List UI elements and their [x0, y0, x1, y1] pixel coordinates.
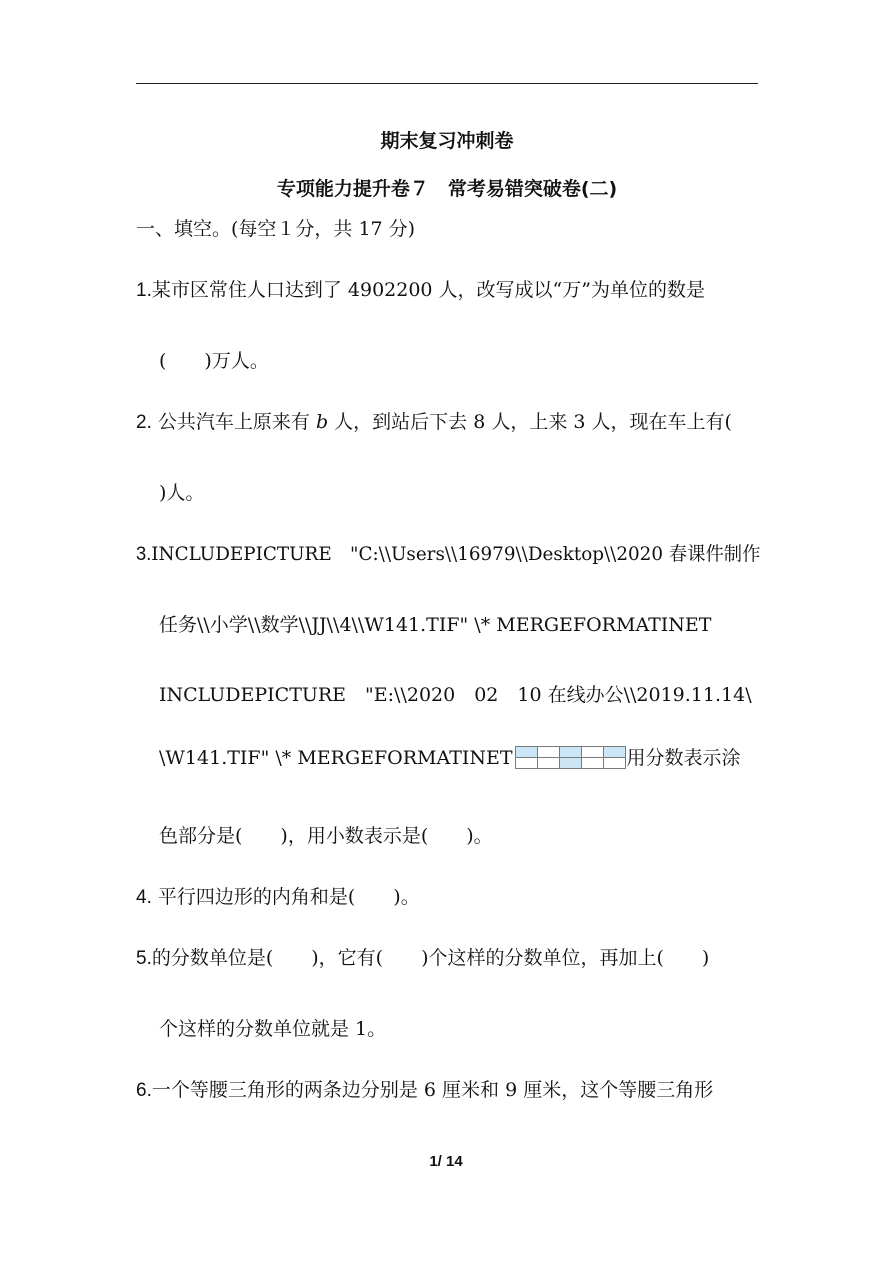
question-3 [136, 545, 760, 564]
question-5-continued: 个这样的分数单位就是 1。 [159, 1018, 387, 1040]
question-1-continued: ( )万人。 [159, 350, 269, 372]
question-3-line-2: 任务\\小学\\数学\\JJ\\4\\W141.TIF" \* MERGEFORMATINET [159, 614, 712, 636]
grid-cell [581, 758, 603, 769]
question-number: 2. [136, 412, 152, 433]
grid-cell [537, 758, 559, 769]
fraction-grid-image [515, 746, 626, 769]
question-3-line-3: INCLUDEPICTURE "E:\\2020 02 10 在线办公\\2019.11.14\ [159, 684, 752, 706]
question-1 [136, 281, 705, 300]
question-text: \W141.TIF" \* MERGEFORMATINET [159, 747, 513, 769]
question-number: 1. [136, 280, 152, 301]
question-4 [136, 888, 420, 907]
question-text: 一个等腰三角形的两条边分别是 6 厘米和 9 厘米，这个等腰三角形 [151, 1079, 714, 1101]
question-number: 5. [136, 948, 152, 969]
question-number: 3. [136, 544, 152, 565]
question-6 [136, 1081, 713, 1100]
question-text: 的分数单位是( )，它有( )个这样的分数单位，再加上( ) [151, 947, 710, 969]
grid-cell [537, 747, 559, 758]
question-text: 用分数表示涂 [626, 747, 741, 769]
question-text: 某市区常住人口达到了 4902200 人，改写成以“万”为单位的数是 [151, 279, 705, 301]
page-title: 期末复习冲刺卷 [380, 130, 514, 152]
question-text: 人，到站后下去 8 人，上来 3 人，现在车上有( [328, 411, 732, 433]
header-rule [136, 83, 758, 84]
question-2-continued: )人。 [159, 482, 205, 504]
grid-cell [515, 758, 537, 769]
question-text: 平行四边形的内角和是( )。 [151, 886, 420, 908]
section-heading: 一、填空。(每空１分，共 17 分) [136, 218, 416, 240]
grid-cell-shaded [603, 747, 625, 758]
question-text: 公共汽车上原来有 [151, 411, 316, 433]
grid-cell [581, 747, 603, 758]
grid-cell-shaded [515, 747, 537, 758]
question-number: 4. [136, 887, 152, 908]
page-subtitle: 专项能力提升卷７ 常考易错突破卷(二) [276, 178, 618, 200]
question-3-line-4 [159, 746, 741, 769]
grid-cell-shaded [559, 758, 581, 769]
grid-cell-shaded [559, 747, 581, 758]
question-3-line-5: 色部分是( )，用小数表示是( )。 [159, 825, 493, 847]
question-text: INCLUDEPICTURE "C:\\Users\\16979\\Desktop\\2020 春课件制作 [151, 543, 761, 565]
question-5 [136, 949, 709, 968]
variable-b: b [315, 411, 329, 433]
question-2 [136, 413, 732, 432]
page-number: 1/ 14 [429, 1153, 463, 1170]
question-number: 6. [136, 1080, 152, 1101]
grid-cell [603, 758, 625, 769]
